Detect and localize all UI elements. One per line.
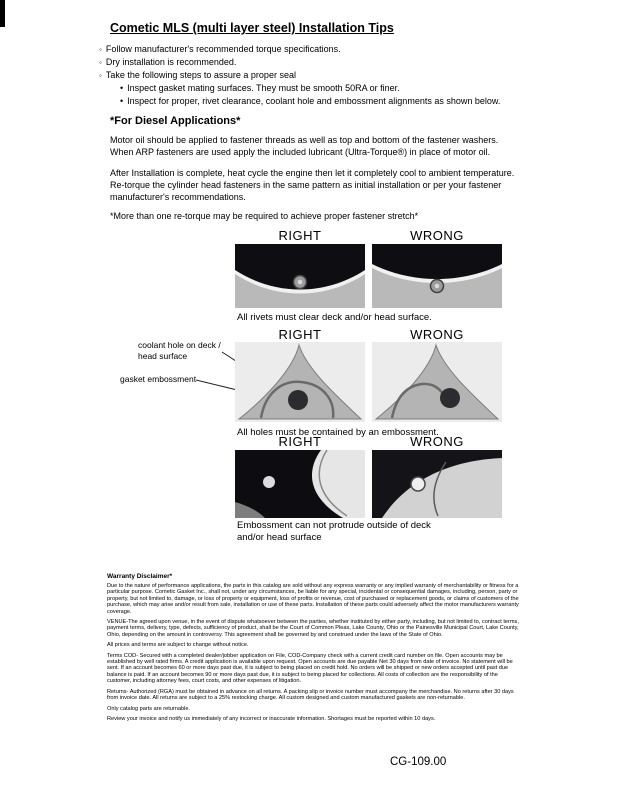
wrong-header-row3: WRONG: [410, 434, 464, 449]
right-header-row2: RIGHT: [278, 327, 322, 342]
embossment-right-graphic: [235, 342, 365, 422]
coolant-hole-shape: [440, 388, 460, 408]
page-code: CG-109.00: [390, 756, 447, 768]
diagram-rivets-right-image: [235, 244, 365, 308]
callout-gasket-embossment: gasket embossment: [120, 374, 197, 384]
protrusion-wrong-graphic: [372, 450, 502, 518]
callout-coolant-hole: coolant hole on deck / head surface: [138, 340, 221, 361]
disclaimer-paragraph: Terms COD- Secured with a completed dealer/jobber application on File, COD-Company check with a current credit card number on file. Open accounts may be established by well rated firms. A credit application is available upon request. Open accounts are due payable Net 30 days from date of invoice. No statement will be sent. If an account becomes 60 or more days past due, it is subject to being placed on credit hold. No orders will be shipped or new orders accepted until past due balance is paid. If an account becomes 90 or more days past due, it is subject to being placed for collections. All costs of collection are the responsibility of the customer, including attorney fees, court costs, and other expenses of litigation.: [107, 652, 513, 685]
retorque-note: *More than one re-torque may be required to achieve proper fastener stretch*: [110, 211, 419, 221]
diesel-section-heading: *For Diesel Applications*: [110, 115, 241, 127]
embossment-wrong-graphic: [372, 342, 502, 422]
diesel-paragraph-1: Motor oil should be applied to fastener threads as well as top and bottom of the fastener washers. When ARP fasteners are used apply the included lubricant (Ultra-Torque®) in place of motor oil.: [110, 135, 499, 157]
disclaimer-paragraph: Review your invoice and notify us immediately of any incorrect or inaccurate information. Shortages must be reported within 10 days.: [107, 715, 436, 722]
caption-holes: All holes must be contained by an embossment.: [237, 427, 439, 438]
tip-item: ◦ Follow manufacturer's recommended torque specifications.: [99, 44, 341, 54]
right-header-row1: RIGHT: [278, 228, 322, 243]
disclaimer-paragraph: VENUE-The agreed upon venue, in the event of dispute whatsoever between the parties, whether instituted by either party, including, but not limited to, contract terms, payment terms, delivery, type, defects, sufficiency of product, shall be the Court of Common Pleas, Lake County, Ohio or the Painesville Municipal Court, Lake County, Ohio, depending on the amount in controversy. This agreement shall be governed by and construed under the laws of the State of Ohio.: [107, 619, 519, 638]
disclaimer-paragraph: All prices and terms are subject to change without notice.: [107, 642, 249, 649]
tip-item: ◦ Take the following steps to assure a proper seal: [99, 70, 296, 80]
wrong-header-row2: WRONG: [410, 327, 464, 342]
diagram-embossment-right-image: [235, 342, 365, 422]
tip-sub-item: • Inspect for proper, rivet clearance, coolant hole and embossment alignments as shown below.: [120, 96, 500, 106]
protrusion-right-graphic: [235, 450, 365, 518]
rivets-right-graphic: [235, 244, 365, 308]
disclaimer-heading: Warranty Disclaimer*: [107, 573, 173, 580]
rivets-wrong-graphic: [372, 244, 502, 308]
disclaimer-paragraph: Returns- Authorized (RGA) must be obtained in advance on all returns. A packing slip or invoice number must accompany the merchandise. No returns after 30 days from invoice date. All returns are subject to a 25% restocking charge. All custom designed and custom manufactured gaskets are non-returnable.: [107, 688, 514, 702]
caption-rivets: All rivets must clear deck and/or head surface.: [237, 312, 432, 323]
disclaimer-paragraph: Only catalog parts are returnable.: [107, 705, 191, 712]
diesel-paragraph-2: After Installation is complete, heat cycle the engine then let it completely cool to ambient temperature. Re-torque the cylinder head fasteners in the same pattern as initial installation or per your fastener manufacturer's recommendations.: [110, 168, 515, 202]
tip-sub-item: • Inspect gasket mating surfaces. They must be smooth 50RA or finer.: [120, 83, 400, 93]
coolant-hole-shape: [288, 390, 308, 410]
diagram-protrusion-right-image: [235, 450, 365, 518]
tip-item: ◦ Dry installation is recommended.: [99, 57, 236, 67]
bolt-hole-shape: [263, 476, 275, 488]
caption-protrusion: Embossment can not protrude outside of deck and/or head surface: [237, 520, 431, 543]
page-title: Cometic MLS (multi layer steel) Installation Tips: [110, 21, 394, 35]
disclaimer-body: [107, 583, 519, 726]
wrong-header-row1: WRONG: [410, 228, 464, 243]
diagram-embossment-wrong-image: [372, 342, 502, 422]
diagram-rivets-wrong-image: [372, 244, 502, 308]
scan-edge-artifact: [0, 0, 5, 27]
diagram-protrusion-wrong-image: [372, 450, 502, 518]
bolt-hole-shape: [411, 477, 425, 491]
disclaimer-paragraph: Due to the nature of performance applications, the parts in this catalog are sold without any express warranty or any implied warranty of merchantability or fitness for a particular purpose. Cometic Gasket Inc., shall not, under any circumstances, be liable for any special, incidental or consequential damages, including, person, party or property, but not limited to, damage, or loss of property or equipment, loss of profits or revenue, cost of purchased or replacement goods, or claims of customers of the purchase, which may arise and/or result from sale, installation or use of these parts. Installation of these parts could adversely affect the motor manufacturers warranty coverage.: [107, 583, 519, 615]
right-header-row3: RIGHT: [278, 434, 322, 449]
